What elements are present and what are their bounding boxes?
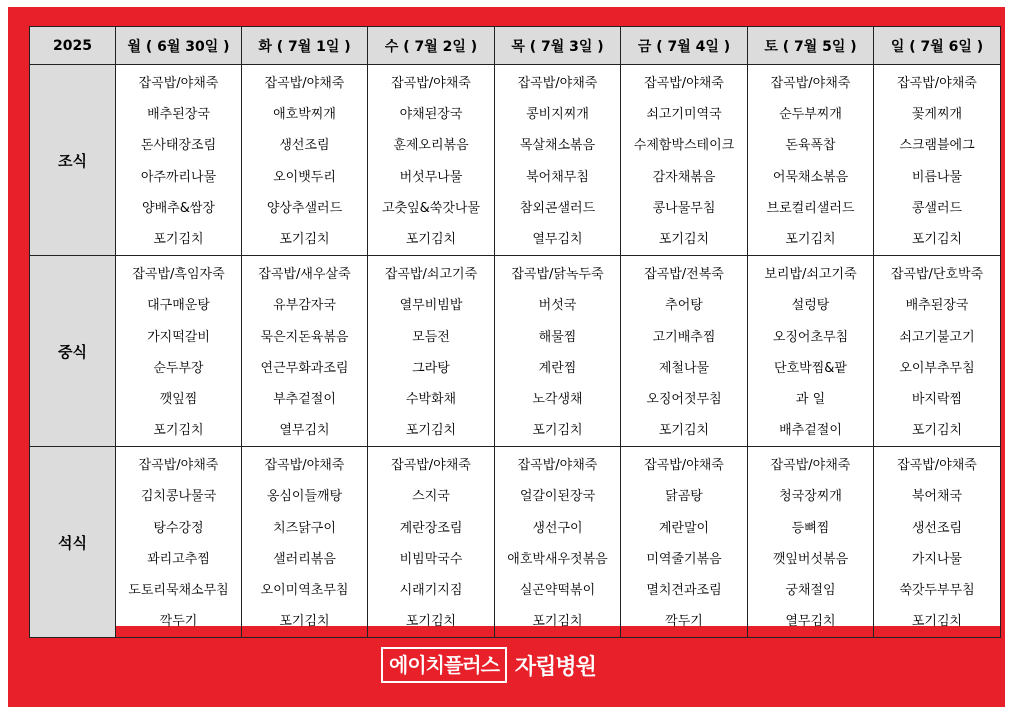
dish-item: 오징어젓무침 [646,391,722,407]
day-header: 금 ( 7월 4일 ) [621,27,748,65]
day-header: 토 ( 7월 5일 ) [748,27,874,65]
dish-list [495,447,620,637]
dish-item: 수박화채 [405,391,457,407]
day-header: 수 ( 7월 2일 ) [368,27,495,65]
dish-item: 포기김치 [911,231,963,247]
dish-item: 오이미역초무침 [260,583,349,598]
dish-item: 스크램블에그 [899,138,975,154]
dish-item: 포기김치 [153,423,204,439]
dish-item: 연근무화과조림 [260,360,349,376]
dish-item: 단호박찜&팥 [774,360,847,376]
menu-cell [242,447,368,638]
logo-hospital-name: 자립병원 [514,654,596,680]
dish-item: 김치콩나물국 [140,489,217,505]
dish-item: 순두부찌개 [779,107,842,123]
dish-item: 도토리묵채소무침 [128,583,229,598]
menu-cell [874,447,1001,638]
dish-item: 쇠고기미역국 [646,107,722,123]
table-body [30,65,1001,638]
dish-item: 콩샐러드 [911,200,963,216]
dish-item: 잡곡밥/야채죽 [897,458,977,474]
dish-list [621,65,747,255]
menu-cell [116,447,242,638]
dish-item: 콩나물무침 [652,200,716,216]
dish-item: 청국장찌개 [779,489,842,505]
dish-list [368,447,494,637]
dish-item: 애호박찌개 [273,107,336,123]
dish-item: 야채된장국 [399,107,463,123]
dish-item: 잡곡밥/야채죽 [770,76,851,91]
hospital-logo [381,647,596,683]
dish-list [748,65,873,255]
dish-item: 유부감자국 [273,298,336,314]
menu-cell [748,65,874,256]
menu-cell [621,65,748,256]
dish-item: 잡곡밥/야채죽 [138,458,219,474]
dish-item: 잡곡밥/새우살죽 [258,267,351,283]
dish-item: 대구매운탕 [147,298,210,314]
dish-item: 잡곡밥/야채죽 [897,76,977,91]
dish-item: 부추겉절이 [273,391,336,407]
dish-item: 오이부추무침 [899,360,975,376]
dish-list [874,65,1000,255]
dish-item: 북어채무침 [526,169,589,185]
dish-item: 참외콘샐러드 [519,200,596,216]
dish-item: 포기김치 [153,231,204,247]
dish-item: 열무김치 [532,231,583,247]
menu-cell [368,65,495,256]
dish-list [621,447,747,637]
day-header: 월 ( 6월 30일 ) [116,27,242,65]
menu-cell [116,256,242,447]
dish-item: 생선구이 [532,520,583,536]
dish-item: 닭곰탕 [665,489,703,505]
dish-item: 스지국 [412,489,450,505]
dish-item: 돈육폭찹 [785,138,836,154]
dish-item: 포기김치 [658,423,710,439]
dish-item: 브로컬리샐러드 [766,200,855,216]
dish-item: 잡곡밥/야채죽 [264,76,345,91]
dish-item: 포기김치 [911,423,963,439]
dish-item: 잡곡밥/야채죽 [770,458,851,474]
dish-item: 훈제오리볶음 [393,138,469,154]
dish-item: 잡곡밥/쇠고기죽 [384,267,478,283]
menu-cell [116,65,242,256]
dish-item: 해물찜 [538,329,577,345]
dish-item: 잡곡밥/전복죽 [644,267,724,283]
menu-cell [495,447,621,638]
dish-list [874,256,1000,446]
dish-item: 꽃게찌개 [911,107,963,123]
dish-item: 고기배추찜 [652,329,716,345]
dish-item: 고춧잎&쑥갓나물 [381,200,481,216]
dish-item: 가지나물 [911,551,963,567]
dish-item: 버섯국 [538,298,577,314]
dish-item: 포기김치 [405,423,457,439]
dish-item: 샐러리볶음 [273,551,336,567]
dish-item: 과 일 [795,391,826,407]
day-header: 화 ( 7월 1일 ) [242,27,368,65]
menu-cell [621,256,748,447]
menu-cell [495,65,621,256]
menu-frame [8,7,1005,707]
dish-item: 포기김치 [279,614,330,630]
dish-list [242,447,367,637]
dish-item: 쇠고기불고기 [899,329,975,345]
dish-item: 잡곡밥/닭녹두죽 [511,267,604,283]
menu-cell [368,256,495,447]
dish-item: 모듬전 [412,329,450,345]
dish-item: 바지락찜 [911,391,963,407]
dish-item: 노각생채 [532,391,583,407]
dish-item: 잡곡밥/단호박죽 [890,267,984,283]
menu-cell [242,256,368,447]
dish-item: 계란찜 [538,360,577,376]
dish-item: 치즈닭구이 [273,520,336,536]
dish-item: 미역줄기볶음 [646,551,722,567]
dish-item: 잡곡밥/야채죽 [644,76,724,91]
dish-item: 쑥갓두부무침 [899,583,975,598]
dish-list [621,256,747,446]
dish-item: 시래기지짐 [399,583,463,598]
dish-item: 배추겉절이 [779,423,842,439]
dish-item: 잡곡밥/야채죽 [391,458,471,474]
dish-item: 옹심이들깨탕 [266,489,343,505]
dish-item: 목살채소볶음 [519,138,596,154]
dish-item: 계란장조림 [399,520,463,536]
menu-sheet [29,26,1000,630]
dish-item: 포기김치 [279,231,330,247]
dish-item: 제철나물 [658,360,710,376]
dish-item: 깍두기 [665,614,703,630]
meal-label: 중식 [30,256,116,447]
dish-item: 실곤약떡볶이 [519,583,596,598]
dish-list [495,256,620,446]
weekly-menu-table [29,26,1001,638]
logo-brand: 에이치플러스 [381,647,507,683]
dish-item: 아주까리나물 [140,169,217,185]
menu-cell [368,447,495,638]
dish-item: 포기김치 [785,231,836,247]
dish-item: 북어채국 [911,489,963,505]
dish-item: 그라탕 [412,360,450,376]
dish-list [368,256,494,446]
dish-item: 포기김치 [532,423,583,439]
dish-list [242,65,367,255]
menu-cell [874,256,1001,447]
table-header [30,27,1001,65]
dish-item: 열무김치 [785,614,836,630]
dish-list [748,256,873,446]
dish-item: 오이뱃두리 [273,169,336,185]
dish-list [874,447,1000,637]
dish-item: 설렁탕 [791,298,830,314]
dish-item: 오징어초무침 [772,329,849,345]
meal-label: 조식 [30,65,116,256]
menu-cell [495,256,621,447]
dish-list [368,65,494,255]
dish-item: 비름나물 [911,169,963,185]
header-row [30,27,1001,65]
dish-item: 어묵채소볶음 [772,169,849,185]
dish-item: 잡곡밥/야채죽 [517,458,598,474]
dish-item: 멸치견과조림 [646,583,722,598]
dish-item: 잡곡밥/야채죽 [138,76,219,91]
menu-cell [748,447,874,638]
menu-cell [242,65,368,256]
day-header: 목 ( 7월 3일 ) [495,27,621,65]
dish-item: 열무김치 [279,423,330,439]
dish-item: 잡곡밥/야채죽 [517,76,598,91]
dish-item: 배추된장국 [905,298,969,314]
dish-item: 얼갈이된장국 [519,489,596,505]
dish-item: 돈사태장조림 [140,138,217,154]
dish-item: 포기김치 [658,231,710,247]
dish-list [748,447,873,637]
dish-list [116,65,241,255]
dish-item: 생선조림 [911,520,963,536]
dish-item: 보리밥/쇠고기죽 [764,267,857,283]
dish-item: 계란말이 [658,520,710,536]
dish-item: 깍두기 [159,614,198,630]
dish-list [495,65,620,255]
dish-item: 잡곡밥/야채죽 [264,458,345,474]
dish-item: 생선조림 [279,138,330,154]
dish-item: 포기김치 [405,231,457,247]
year-cell: 2025 [30,27,116,65]
dish-item: 포기김치 [911,614,963,630]
dish-list [116,447,241,637]
dish-item: 잡곡밥/야채죽 [391,76,471,91]
dish-item: 탕수강정 [153,520,204,536]
dish-list [116,256,241,446]
day-header: 일 ( 7월 6일 ) [874,27,1001,65]
dish-item: 배추된장국 [147,107,210,123]
dish-item: 수제함박스테이크 [633,138,735,154]
dish-item: 잡곡밥/야채죽 [644,458,724,474]
dish-item: 콩비지찌개 [526,107,589,123]
dish-item: 감자채볶음 [652,169,716,185]
dish-item: 양상추샐러드 [266,200,343,216]
dish-item: 깻잎찜 [159,391,198,407]
menu-cell [748,256,874,447]
dish-item: 등뼈찜 [791,520,830,536]
dish-item: 버섯무나물 [399,169,463,185]
dish-item: 포기김치 [532,614,583,630]
dish-item: 열무비빔밥 [399,298,463,314]
menu-cell [621,447,748,638]
meal-row [30,65,1001,256]
dish-item: 가지떡갈비 [147,329,210,345]
menu-cell [874,65,1001,256]
dish-item: 양배추&쌈장 [142,200,215,216]
dish-item: 궁채절임 [785,583,836,598]
meal-row [30,447,1001,638]
meal-label: 석식 [30,447,116,638]
dish-item: 깻잎버섯볶음 [772,551,849,567]
dish-item: 묵은지돈육볶음 [260,329,349,345]
dish-item: 잡곡밥/흑임자죽 [132,267,225,283]
dish-list [242,256,367,446]
dish-item: 포기김치 [405,614,457,630]
dish-item: 순두부장 [153,360,204,376]
meal-row [30,256,1001,447]
dish-item: 꽈리고추찜 [147,551,210,567]
dish-item: 애호박새우젓볶음 [507,551,608,567]
dish-item: 비빔막국수 [399,551,463,567]
dish-item: 추어탕 [665,298,703,314]
